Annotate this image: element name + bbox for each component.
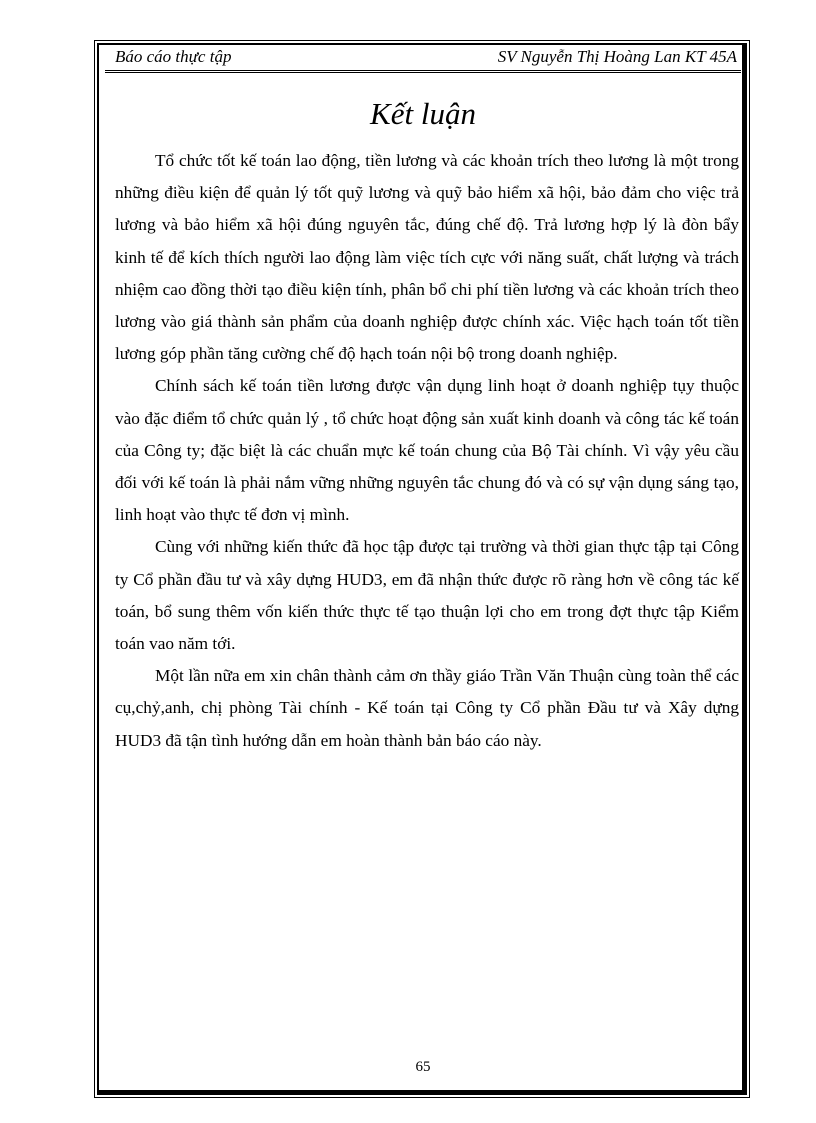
header-student-name: SV Nguyễn Thị Hoàng Lan KT 45A bbox=[497, 47, 737, 66]
page-header bbox=[105, 46, 741, 73]
paragraph-1: Tổ chức tốt kế toán lao động, tiền lương và các khoản trích theo lương là một trong những điều kiện để quản lý tốt quỹ lương và quỹ bảo hiểm xã hội, bảo đảm cho việc trả lương và bảo hiểm xã hội đúng nguyên tắc, đúng chế độ. Trả lương hợp lý là đòn bẩy kinh tế để kích thích người lao động làm việc tích cực với năng suất, chất lượng và trách nhiệm cao đồng thời tạo điều kiện tính, phân bổ chi phí tiền lương và các khoản trích theo lương vào giá thành sản phẩm của doanh nghiệp được chính xác. Việc hạch toán tốt tiền lương góp phần tăng cường chế độ hạch toán nội bộ trong doanh nghiệp. bbox=[115, 151, 739, 364]
page-title: Kết luận bbox=[370, 96, 476, 131]
page-number: 65 bbox=[415, 1059, 431, 1075]
paragraph-3: Cùng với những kiến thức đã học tập được tại trường và thời gian thực tập tại Công ty Cổ phần đầu tư và xây dựng HUD3, em đã nhận thức được rõ ràng hơn về công tác kế toán, bổ sung thêm vốn kiến thức thực tế tạo thuận lợi cho em trong đợt thực tập Kiểm toán vao năm tới. bbox=[115, 537, 739, 654]
paragraph-4: Một lần nữa em xin chân thành cảm ơn thầy giáo Trần Văn Thuận cùng toàn thể các cụ,chỷ,anh, chị phòng Tài chính - Kế toán tại Công ty Cổ phần Đầu tư và Xây dựng HUD3 đã tận tình hướng dẫn em hoàn thành bản báo cáo này. bbox=[115, 666, 739, 750]
conclusion-body bbox=[115, 145, 739, 757]
header-report-title: Báo cáo thực tập bbox=[115, 47, 232, 66]
paragraph-2: Chính sách kế toán tiền lương được vận dụng linh hoạt ở doanh nghiệp tụy thuộc vào đặc điểm tổ chức quản lý , tổ chức hoạt động sản xuất kinh doanh và công tác kế toán của Công ty; đặc biệt là các chuẩn mực kế toán chung của Bộ Tài chính. Vì vậy yêu cầu đối với kế toán là phải nắm vững những nguyên tắc chung đó và có sự vận dụng sáng tạo, linh hoạt vào thực tế đơn vị mình. bbox=[115, 376, 739, 525]
